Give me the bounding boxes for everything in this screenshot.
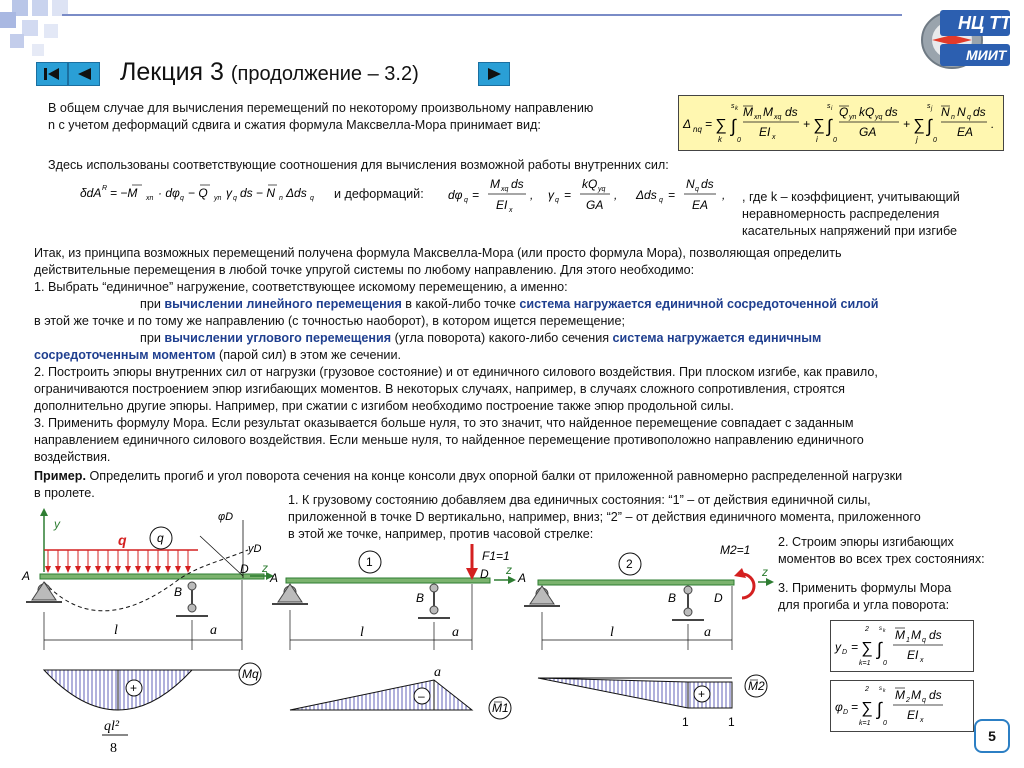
svg-text:x: x [920, 717, 924, 724]
Mq-label: Mq [242, 667, 259, 681]
svg-text:· dφ: · dφ [158, 186, 180, 200]
p4-b: вычислении линейного перемещения [164, 297, 402, 311]
M2-sign: + [698, 687, 706, 701]
load-arrow-head [75, 566, 81, 573]
load-arrow-head [155, 566, 161, 573]
svg-text:ds: ds [701, 177, 714, 191]
step3-line-a: 3. Применить формулы Мора [778, 581, 952, 595]
M1-label: M1 [492, 701, 509, 715]
svg-text:+: + [903, 117, 911, 131]
support-B-2 [672, 586, 704, 620]
svg-text:yn: yn [214, 195, 222, 202]
svg-text:nq: nq [693, 125, 702, 134]
svg-text:∫: ∫ [827, 116, 832, 136]
p6-c: (угла поворота) какого-либо сечения [391, 331, 613, 345]
first-slide-button[interactable] [36, 62, 68, 86]
svg-text:k=1: k=1 [859, 660, 871, 667]
phiD-label: φD [218, 511, 234, 523]
svg-text:∫: ∫ [877, 639, 882, 659]
svg-text:s: s [879, 626, 882, 632]
svg-text:0: 0 [883, 660, 887, 667]
eight-label: 8 [110, 741, 117, 756]
svg-text:M: M [763, 105, 773, 119]
svg-text:n: n [951, 114, 955, 121]
svg-text:,: , [722, 188, 726, 202]
B-label-2: B [668, 591, 677, 605]
D-label: D [240, 562, 249, 576]
svg-text:Δ: Δ [683, 117, 692, 131]
relations-lead: Здесь использованы соответствующие соотношения для вычисления возможной работы внутренних сил: [48, 158, 669, 172]
svg-text:i: i [816, 135, 818, 144]
arrow-left-icon [69, 63, 99, 85]
svg-text:M: M [911, 688, 921, 702]
svg-text:q: q [967, 114, 971, 121]
svg-text:∑: ∑ [861, 700, 873, 717]
svg-text:Δds: Δds [286, 186, 307, 200]
M2-force-label: M2=1 [720, 543, 751, 557]
svg-text:δdA: δdA [80, 186, 102, 200]
svg-text:D: D [842, 649, 848, 656]
svg-text:EI: EI [907, 708, 919, 722]
z-label-1: z [506, 563, 512, 577]
support-A-1 [272, 584, 308, 604]
deformation-formulas [448, 172, 738, 216]
A-label-2: A [518, 571, 527, 585]
svg-text:=: = [472, 188, 480, 202]
svg-text:ds − N: ds − N [240, 186, 276, 200]
load-arrow-head [65, 566, 71, 573]
state-2-label: 2 [626, 557, 633, 571]
decor-square [0, 12, 16, 28]
svg-text:ds: ds [973, 105, 986, 119]
p7-a: сосредоточенным моментом [34, 348, 216, 362]
M2-value-D: 1 [728, 715, 735, 729]
example-line-1 [34, 468, 902, 485]
svg-text:∫: ∫ [877, 699, 882, 719]
rotation-formula [830, 680, 974, 732]
body-p5: в этой же точке и по тому же направлению (с точностью наоборот), в котором ищется перемещение; [34, 314, 625, 328]
p6-b: вычислении углового перемещения [164, 331, 392, 345]
svg-text:= −M: = −M [110, 186, 138, 200]
svg-text:0: 0 [883, 720, 887, 727]
svg-text:+: + [803, 117, 811, 131]
svg-text:xq: xq [774, 114, 782, 121]
logo-text-top: НЦ ТТ [958, 13, 1012, 33]
body-p9: ограничиваются построением эпюр изгибающих моментов. В некоторых случаях, например, в случаях сложного сопротивления, строятся [34, 382, 845, 396]
svg-text:∫: ∫ [927, 116, 932, 136]
svg-text:GA: GA [859, 125, 877, 139]
F1-label: F1=1 [482, 549, 510, 563]
svg-text:x: x [920, 657, 924, 664]
svg-text:q: q [180, 195, 184, 202]
svg-text:yq: yq [598, 186, 606, 193]
example-line-2: в пролете. [34, 486, 95, 500]
span-l-label-2: l [610, 625, 614, 640]
span-a-label-1: a [452, 625, 459, 640]
svg-text:s: s [827, 103, 831, 110]
p6-a: при [140, 331, 165, 345]
svg-text:xn: xn [754, 114, 762, 121]
state-1-label: 1 [366, 555, 373, 569]
load-arrow-head [85, 566, 91, 573]
header-rule [62, 14, 902, 16]
step1-line-a: 1. К грузовому состоянию добавляем два единичных состояния: “1” – от действия единичной силы, [288, 493, 871, 507]
svg-text:M: M [490, 177, 500, 191]
svg-text:xn: xn [146, 195, 154, 202]
D-label-2: D [714, 591, 723, 605]
beam-load [40, 574, 264, 579]
q-label: q [118, 532, 127, 548]
body-p3: 1. Выбрать “единичное” нагружение, соответствующее искомому перемещению, а именно: [34, 280, 568, 294]
load-arrow-head [105, 566, 111, 573]
svg-text:s: s [927, 103, 931, 110]
M2-value-B: 1 [682, 715, 689, 729]
p4-a: при [140, 297, 165, 311]
load-arrow-head [135, 566, 141, 573]
svg-text:s: s [731, 103, 735, 110]
q-circle-label: q [157, 531, 164, 545]
svg-text:1: 1 [906, 637, 910, 644]
svg-text:kQ: kQ [859, 105, 875, 119]
work-formula [80, 178, 330, 208]
y-axis-label: y [54, 517, 60, 531]
svg-text:EI: EI [907, 648, 919, 662]
decor-square [10, 34, 24, 48]
intro-line-1: В общем случае для вычисления перемещений по некоторому произвольному направлению [48, 101, 594, 115]
M1-value-a: a [434, 665, 441, 680]
svg-text:D: D [843, 709, 849, 716]
span-a-label: a [210, 623, 217, 638]
svg-text:=: = [564, 188, 572, 202]
svg-text:GA: GA [586, 198, 604, 212]
span-a-label-2: a [704, 625, 711, 640]
B-label-1: B [416, 591, 425, 605]
svg-text:N: N [957, 105, 966, 119]
load-arrow-head [185, 566, 191, 573]
p4-c: в какой-либо точке [401, 297, 520, 311]
svg-text:0: 0 [833, 137, 837, 144]
svg-text:yn: yn [849, 114, 857, 121]
svg-text:=: = [668, 188, 676, 202]
svg-text:j: j [931, 106, 933, 112]
load-arrow-head [165, 566, 171, 573]
svg-text:EA: EA [692, 198, 709, 212]
svg-text:,: , [530, 188, 534, 202]
svg-text:ds: ds [885, 105, 898, 119]
svg-text:k: k [735, 106, 738, 112]
svg-text:x: x [772, 134, 776, 141]
p4-d: система нагружается единичной сосредоточенной силой [519, 297, 879, 311]
decor-square [44, 24, 58, 38]
z-label-2: z [762, 565, 768, 579]
svg-text:q: q [310, 195, 314, 202]
maxwell-mohr-formula [678, 95, 1004, 151]
page-title [120, 58, 419, 87]
p6-d: система нагружается единичным [612, 331, 822, 345]
unit-force-diagram [268, 540, 528, 722]
svg-text:Q: Q [839, 105, 849, 119]
where-k-line-3: касательных напряжений при изгибе [742, 224, 958, 238]
z-axis-label: z [262, 561, 268, 575]
svg-text:Δds: Δds [636, 188, 657, 202]
skip-back-icon [37, 63, 67, 85]
svg-text:k: k [883, 628, 886, 634]
span-l-label: l [114, 623, 118, 638]
page-number: 5 [974, 719, 1010, 753]
svg-text:x: x [509, 207, 513, 214]
body-p11: 3. Применить формулу Мора. Если результат оказывается больше нуля, то это значит, что найденное перемещение совпадает с заданным [34, 416, 854, 430]
svg-text:M: M [743, 105, 753, 119]
svg-text:q: q [922, 637, 926, 644]
load-arrow-head [125, 566, 131, 573]
A-label-1: A [270, 571, 279, 585]
svg-text:ds: ds [785, 105, 798, 119]
svg-text:q: q [922, 697, 926, 704]
body-p13: воздействия. [34, 450, 111, 464]
svg-text:n: n [279, 195, 283, 202]
svg-text:ds: ds [511, 177, 524, 191]
svg-text:=: = [851, 700, 859, 714]
svg-text:∑: ∑ [861, 640, 873, 657]
svg-text:q: q [555, 197, 559, 204]
svg-text:∑: ∑ [813, 117, 825, 134]
body-p4 [140, 296, 878, 313]
support-A [26, 582, 62, 602]
svg-text:q: q [695, 186, 699, 193]
svg-text:,: , [614, 188, 618, 202]
load-arrow-head [145, 566, 151, 573]
svg-text:y: y [835, 640, 841, 654]
svg-text:q: q [659, 197, 663, 204]
logo-text-bottom: МИИТ [966, 47, 1007, 63]
svg-text:2: 2 [865, 626, 869, 633]
svg-text:k: k [718, 135, 722, 144]
deflection-formula [830, 620, 974, 672]
svg-text:γ: γ [226, 186, 232, 200]
M2-label: M2 [748, 679, 765, 693]
svg-text:R: R [102, 185, 108, 192]
A-label: A [22, 569, 31, 583]
svg-text:k: k [883, 688, 886, 694]
svg-text:ds: ds [929, 688, 942, 702]
and-deformations-label: и деформаций: [334, 187, 424, 201]
yD-label: yD [248, 543, 262, 555]
intro-line-2: n с учетом деформаций сдвига и сжатия формула Максвелла-Мора принимает вид: [48, 118, 541, 132]
svg-text:=: = [851, 640, 859, 654]
svg-text:ds: ds [929, 628, 942, 642]
title-main: Лекция 3 [120, 58, 224, 86]
step2-line-b: моментов во всех трех состояниях: [778, 552, 985, 566]
svg-text:xq: xq [501, 186, 509, 193]
load-arrow-head [175, 566, 181, 573]
svg-text:EI: EI [759, 125, 771, 139]
span-l-label-1: l [360, 625, 364, 640]
step1-line-b: приложенной в точке D вертикально, например, вниз; “2” – от действия единичного момента, приложенного [288, 510, 921, 524]
load-arrow-head [55, 566, 61, 573]
load-state-diagram [18, 500, 286, 762]
svg-text:N: N [686, 177, 695, 191]
body-p2: действительные перемещения в любой точке упругой системы по любому направлению. Для этого необходимо: [34, 263, 695, 277]
svg-text:φ: φ [835, 700, 843, 714]
svg-text:EI: EI [496, 198, 508, 212]
svg-text:dφ: dφ [448, 188, 463, 202]
svg-text:∑: ∑ [913, 117, 925, 134]
svg-text:M: M [895, 628, 905, 642]
decor-square [32, 0, 48, 16]
p7-b: (парой сил) в этом же сечении. [215, 348, 402, 362]
step1-line-c: в этой же точке, например, против часовой стрелке: [288, 527, 594, 541]
example-label: Пример. [34, 469, 86, 483]
load-arrow-head [45, 566, 51, 573]
svg-text:j: j [916, 135, 918, 144]
svg-text:s: s [879, 686, 882, 692]
svg-text:k=1: k=1 [859, 720, 871, 727]
unit-moment-diagram [516, 540, 778, 730]
svg-text:∫: ∫ [731, 116, 736, 136]
svg-text:0: 0 [933, 137, 937, 144]
load-arrow-head [95, 566, 101, 573]
body-p8: 2. Построить эпюры внутренних сил от нагрузки (грузовое состояние) и от единичного силового воздействия. При плоском изгибе, как правило, [34, 365, 878, 379]
step2-line-a: 2. Строим эпюры изгибающих [778, 535, 954, 549]
svg-text:2: 2 [906, 697, 910, 704]
svg-text:γ: γ [548, 188, 554, 202]
svg-text:i: i [831, 106, 833, 112]
svg-text:q: q [464, 197, 468, 204]
body-p12: направлением единичного силового воздействия. Если меньше нуля, то найденное перемещение противоположно направлению единичного [34, 433, 864, 447]
svg-text:0: 0 [737, 137, 741, 144]
logo [914, 6, 1014, 72]
D-label-1: D [480, 567, 489, 581]
body-p7 [34, 347, 401, 364]
svg-text:N: N [941, 105, 950, 119]
svg-text:2: 2 [865, 686, 869, 693]
svg-text:M: M [895, 688, 905, 702]
svg-text:∑: ∑ [715, 117, 727, 134]
ql2-label: ql² [104, 719, 120, 734]
where-k-line-1: , где k – коэффициент, учитывающий [742, 190, 960, 204]
title-paren: (продолжение – 3.2) [230, 63, 419, 85]
body-p1: Итак, из принципа возможных перемещений получена формула Максвелла-Мора (или просто формула Мора), позволяющая определить [34, 246, 842, 260]
svg-text:EA: EA [957, 125, 974, 139]
where-k-line-2: неравномерность распределения [742, 207, 940, 221]
moment-diagram-M1 [290, 680, 472, 710]
svg-text:=: = [705, 117, 713, 131]
Mq-sign: + [130, 681, 138, 695]
next-slide-button[interactable] [478, 62, 510, 86]
prev-slide-button[interactable] [68, 62, 100, 86]
B-label: B [174, 585, 183, 599]
body-p10: дополнительно другие эпюры. Например, при сжатии с изгибом необходимо построение также эпюр продольной силы. [34, 399, 734, 413]
deflected-shape [44, 550, 248, 611]
svg-text:M: M [911, 628, 921, 642]
svg-text:q: q [233, 195, 237, 202]
decor-square [22, 20, 38, 36]
M1-sign: – [418, 689, 425, 703]
svg-text:− Q: − Q [188, 186, 208, 200]
svg-text:kQ: kQ [582, 177, 598, 191]
step3-line-b: для прогиба и угла поворота: [778, 598, 950, 612]
arrow-right-icon [479, 63, 509, 85]
body-p6 [140, 330, 821, 347]
load-arrow-head [115, 566, 121, 573]
decor-square [32, 44, 44, 56]
support-A-2 [524, 586, 560, 606]
svg-text:yq: yq [875, 114, 883, 121]
example-text-1: Определить прогиб и угол поворота сечения на конце консоли двух опорной балки от приложенной равномерно распределенной нагрузки [86, 469, 903, 483]
moment-diagram-Mq [44, 670, 242, 710]
svg-text:.: . [991, 117, 995, 131]
